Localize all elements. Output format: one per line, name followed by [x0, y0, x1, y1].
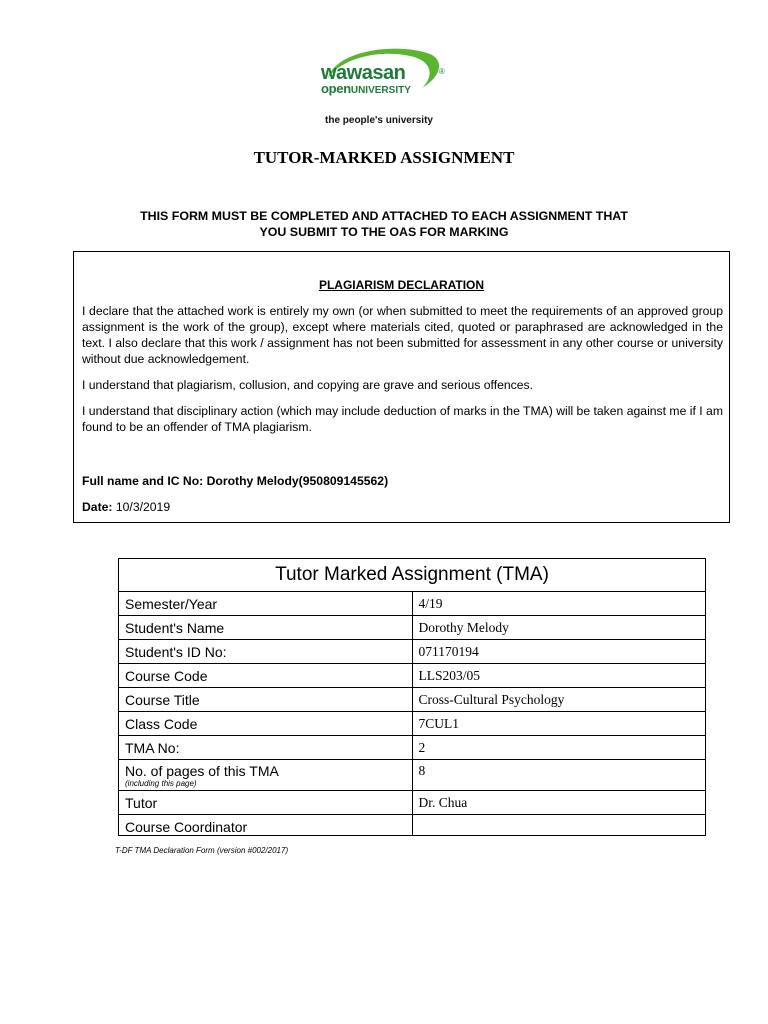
university-logo — [318, 44, 454, 128]
row-label: Course Code — [119, 664, 413, 688]
declaration-fullname: Full name and IC No: Dorothy Melody(950809145562) — [82, 474, 389, 488]
row-label: Course Title — [119, 688, 413, 712]
declaration-date — [82, 500, 170, 514]
row-label: TMA No: — [119, 736, 413, 760]
declaration-body — [82, 303, 723, 445]
row-value: 8 — [412, 760, 706, 791]
form-instructions — [0, 208, 768, 240]
logo-tagline: the people's university — [325, 115, 433, 126]
logo-brand-university: UNIVERSITY — [350, 85, 411, 96]
form-version-footer: T-DF TMA Declaration Form (version #002/2017) — [115, 846, 289, 855]
instructions-line-1: THIS FORM MUST BE COMPLETED AND ATTACHED TO EACH ASSIGNMENT THAT — [140, 209, 628, 223]
tma-table — [118, 558, 706, 836]
table-row — [119, 664, 706, 688]
table-row — [119, 815, 706, 836]
declaration-paragraph-3: I understand that disciplinary action (which may include deduction of marks in the TMA) will be taken against me if I am found to be an offender of TMA plagiarism. — [82, 404, 723, 434]
row-value: LLS203/05 — [412, 664, 706, 688]
table-row — [119, 592, 706, 616]
table-row — [119, 640, 706, 664]
date-value: 10/3/2019 — [115, 500, 171, 514]
row-sublabel: (including this page) — [125, 778, 197, 788]
declaration-paragraph-1: I declare that the attached work is entirely my own (or when submitted to meet the requirements of an approved group assignment is the work of the group), except where materials cited, quoted or paraphrased are acknowledged in the text. I also declare that this work / assignment has not been submitted for assessment in any other course or university without due acknowledgement. — [82, 304, 723, 366]
date-label: Date: — [82, 500, 113, 514]
table-row — [119, 712, 706, 736]
row-value: 7CUL1 — [412, 712, 706, 736]
tma-header: Tutor Marked Assignment (TMA) — [119, 559, 706, 592]
table-row — [119, 688, 706, 712]
plagiarism-declaration-box — [73, 251, 730, 523]
row-value: Dr. Chua — [412, 791, 706, 815]
row-label: Tutor — [119, 791, 413, 815]
row-label: Student's ID No: — [119, 640, 413, 664]
instructions-line-2: YOU SUBMIT TO THE OAS FOR MARKING — [259, 225, 509, 239]
row-label: Course Coordinator — [119, 815, 413, 836]
table-row — [119, 760, 706, 791]
row-value: 4/19 — [412, 592, 706, 616]
declaration-heading: PLAGIARISM DECLARATION — [318, 278, 485, 292]
logo-registered-mark: ® — [439, 67, 445, 76]
table-row — [119, 736, 706, 760]
row-value: 2 — [412, 736, 706, 760]
declaration-paragraph-2: I understand that plagiarism, collusion, and copying are grave and serious offences. — [82, 378, 533, 392]
row-value — [412, 815, 706, 836]
row-label: Student's Name — [119, 616, 413, 640]
row-label: Semester/Year — [119, 592, 413, 616]
table-row — [119, 616, 706, 640]
row-label: Class Code — [119, 712, 413, 736]
logo-brand-open: open — [321, 81, 351, 96]
row-value: Cross-Cultural Psychology — [412, 688, 706, 712]
logo-brand-wawasan: wawasan — [321, 62, 406, 84]
page-title: TUTOR-MARKED ASSIGNMENT — [253, 148, 515, 167]
row-label: No. of pages of this TMA — [125, 762, 279, 779]
table-row — [119, 791, 706, 815]
row-value: 071170194 — [412, 640, 706, 664]
logo-brand-open-university — [321, 81, 411, 96]
row-value: Dorothy Melody — [412, 616, 706, 640]
row-label-pages — [119, 760, 413, 791]
tma-header-row — [119, 559, 706, 592]
